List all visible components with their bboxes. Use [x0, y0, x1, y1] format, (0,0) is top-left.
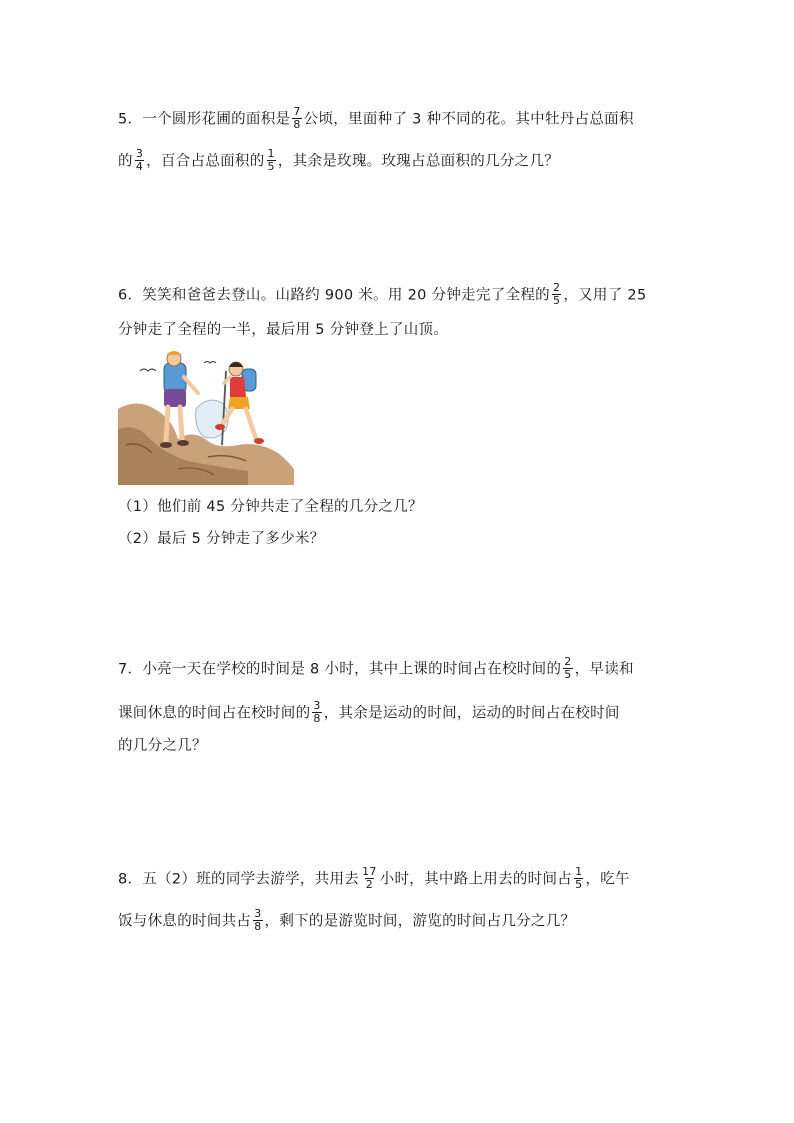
problem-8-line-1: 8．五（2）班的同学去游学，共用去 $\frac{17}{2}$ 小时，其中路上用去的时间占 $\frac{1}{5}$ ，吃午 — [118, 865, 630, 891]
fraction: $\frac{7}{8}$ — [293, 105, 301, 131]
problem-5-line-1: 5．一个圆形花圃的面积是 $\frac{7}{8}$ 公顷，里面种了 3 种不同的花。其中牡丹占总面积 — [118, 105, 634, 131]
fraction: $\frac{2}{5}$ — [564, 655, 572, 681]
problem-6-question-1: （1）他们前 45 分钟共走了全程的几分之几？ — [118, 499, 423, 515]
fraction: $\frac{17}{2}$ — [362, 865, 377, 891]
problem-7-line-3: 的几分之几？ — [118, 738, 207, 754]
problem-7-line-2: 课间休息的时间占在校时间的 $\frac{3}{8}$ ，其余是运动的时间，运动的时间占在校时间 — [118, 699, 620, 725]
problem-6-line-1: 6．笑笑和爸爸去登山。山路约 900 米。用 20 分钟走完了全程的 $\frac{2}{5}$ ，又用了 25 — [118, 281, 647, 307]
fraction: $\frac{3}{8}$ — [254, 907, 262, 933]
fraction: $\frac{2}{5}$ — [553, 281, 561, 307]
problem-7-line-1: 7．小亮一天在学校的时间是 8 小时，其中上课的时间占在校时间的 $\frac{2}{5}$ ，早读和 — [118, 655, 634, 681]
fraction: $\frac{1}{5}$ — [267, 147, 275, 173]
fraction: $\frac{3}{4}$ — [135, 147, 144, 173]
problem-6-line-2: 分钟走了全程的一半，最后用 5 分钟登上了山顶。 — [118, 322, 449, 338]
fraction: $\frac{3}{8}$ — [313, 699, 321, 725]
problem-8-line-2: 饭与休息的时间共占 $\frac{3}{8}$ ，剩下的是游览时间，游览的时间占几分之几？ — [118, 907, 576, 933]
problem-6-question-2: （2）最后 5 分钟走了多少米？ — [118, 531, 325, 547]
problem-5-line-2: 的 $\frac{3}{4}$ ，百合占总面积的 $\frac{1}{5}$ ，其余是玫瑰。玫瑰占总面积的几分之几？ — [118, 147, 560, 173]
mountain-climbing-illustration — [118, 349, 294, 485]
fraction: $\frac{1}{5}$ — [575, 865, 583, 891]
